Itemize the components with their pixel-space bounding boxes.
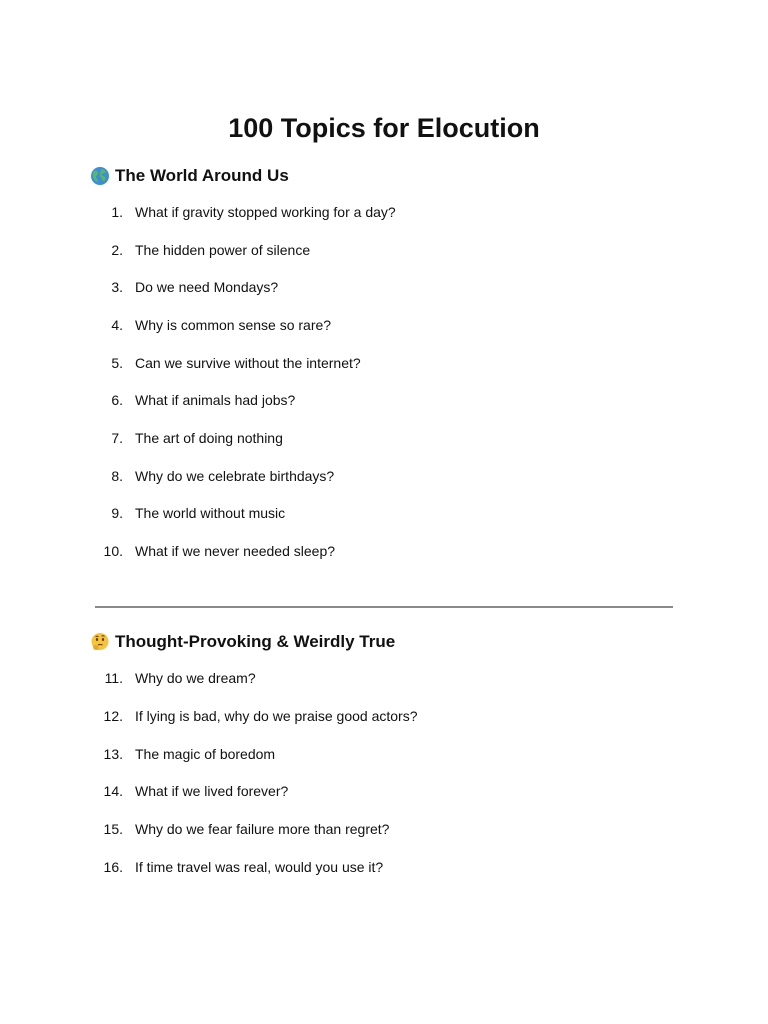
item-text: What if we never needed sleep? (135, 543, 336, 559)
item-text: What if animals had jobs? (135, 392, 296, 408)
item-number: 14. (103, 783, 123, 799)
item-number: 7. (111, 430, 123, 446)
item-number: 2. (111, 242, 123, 258)
globe-icon (90, 166, 110, 186)
item-text: The art of doing nothing (135, 430, 283, 446)
list-item (0, 503, 600, 523)
thinking-face-icon (90, 632, 110, 652)
list-item (0, 240, 600, 260)
item-text: What if we lived forever? (135, 783, 289, 799)
list-item (0, 857, 600, 877)
item-text: Why is common sense so rare? (135, 317, 332, 333)
list-item (0, 353, 600, 373)
item-number: 11. (104, 670, 123, 686)
section-divider (95, 606, 673, 608)
section-heading-world-around-us (90, 164, 289, 188)
item-number: 15. (103, 821, 123, 837)
list-item (0, 781, 600, 801)
item-number: 6. (111, 392, 123, 408)
page-title: 100 Topics for Elocution (228, 113, 540, 143)
item-number: 4. (111, 317, 123, 333)
item-text: What if gravity stopped working for a day? (135, 204, 396, 220)
item-number: 8. (111, 468, 123, 484)
item-number: 16. (103, 859, 123, 875)
list-item (0, 744, 600, 764)
item-text: If lying is bad, why do we praise good actors? (135, 708, 418, 724)
item-number: 12. (103, 708, 123, 724)
item-number: 5. (111, 355, 123, 371)
item-text: The world without music (135, 505, 286, 521)
item-number: 3. (111, 279, 123, 295)
list-item (0, 202, 600, 222)
list-item (0, 819, 600, 839)
item-text: Why do we fear failure more than regret? (135, 821, 390, 837)
item-text: Why do we dream? (135, 670, 256, 686)
item-number: 1. (111, 204, 123, 220)
item-text: Can we survive without the internet? (135, 355, 361, 371)
item-text: Why do we celebrate birthdays? (135, 468, 335, 484)
list-item (0, 390, 600, 410)
item-text: Do we need Mondays? (135, 279, 279, 295)
item-number: 9. (111, 505, 123, 521)
item-number: 13. (103, 746, 123, 762)
list-item (0, 277, 600, 297)
item-text: The magic of boredom (135, 746, 276, 762)
item-text: If time travel was real, would you use it? (135, 859, 384, 875)
list-item (0, 706, 600, 726)
list-item (0, 541, 600, 561)
item-number: 10. (103, 543, 123, 559)
list-item (0, 315, 600, 335)
section-heading-text: The World Around Us (115, 166, 289, 185)
list-item (0, 466, 600, 486)
section-heading-text: Thought-Provoking & Weirdly True (115, 632, 396, 651)
list-item (0, 668, 600, 688)
item-text: The hidden power of silence (135, 242, 311, 258)
list-item (0, 428, 600, 448)
section-heading-thought-provoking (90, 630, 395, 654)
